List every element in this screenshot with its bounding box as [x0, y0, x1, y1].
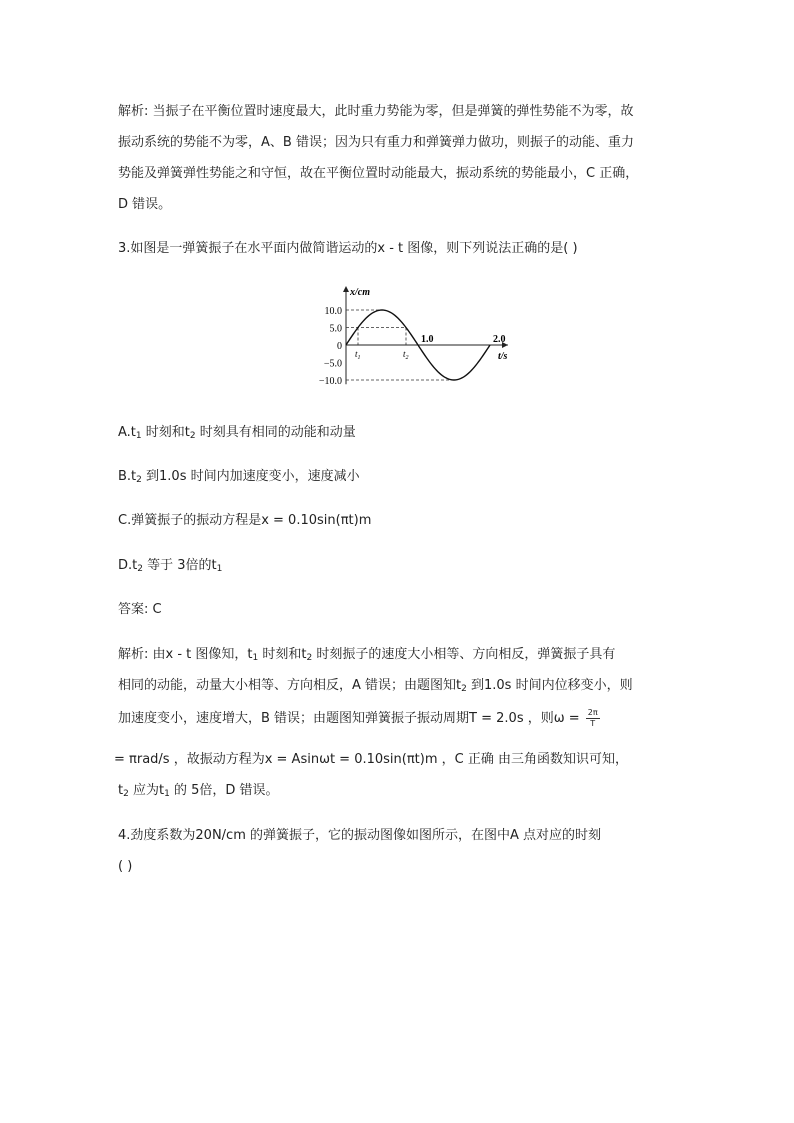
- analysis-text: t: [118, 783, 124, 798]
- analysis1-line4: D 错误。: [118, 197, 172, 212]
- subscript: 2: [123, 789, 129, 799]
- time-marker-subscript: 2: [405, 355, 409, 361]
- fraction-numerator: 2π: [587, 708, 598, 717]
- y-tick-label: 0: [337, 341, 342, 352]
- x-axis-arrow: [343, 286, 349, 292]
- fraction-denominator: T: [590, 719, 596, 728]
- analysis-text: 到1.0s 时间内位移变小，则: [466, 678, 633, 693]
- time-marker-label: $t_2$: [402, 349, 409, 361]
- analysis3-line2: [118, 677, 633, 698]
- option-d: [118, 557, 222, 578]
- subscript: 1: [216, 564, 223, 574]
- answer: 答案: C: [118, 602, 162, 617]
- x-tick-label: 1.0: [421, 334, 434, 345]
- fraction: [586, 708, 600, 729]
- analysis1-line1: 解析: 当振子在平衡位置时速度最大，此时重力势能为零，但是弹簧的弹性势能不为零，故: [118, 104, 634, 119]
- analysis-text: 相同的动能，动量大小相等、方向相反，A 错误；由题图知t: [118, 678, 462, 693]
- y-axis-label: x/cm: [350, 287, 370, 298]
- question4-line2: ( ): [118, 859, 133, 874]
- option-a-text: 时刻具有相同的动能和动量: [195, 425, 356, 440]
- subscript: 2: [306, 653, 313, 663]
- subscript: 1: [252, 653, 259, 663]
- option-a: [118, 424, 356, 445]
- analysis3-line5: [118, 782, 279, 803]
- x-axis-label: t/s: [498, 351, 508, 362]
- option-d-text: D.t: [118, 558, 138, 573]
- analysis1-line3: 势能及弹簧弹性势能之和守恒，故在平衡位置时动能最大，振动系统的势能最小，C 正确，: [118, 166, 639, 181]
- analysis-text: 加速度变小，速度增大，B 错误；由题图知弹簧振子振动周期T = 2.0s ，则ω =: [118, 711, 584, 726]
- analysis-text: 时刻和t: [258, 647, 307, 662]
- subscript: 2: [461, 684, 467, 694]
- option-c: C.弹簧振子的振动方程是x = 0.10sin(πt)m: [118, 513, 372, 528]
- analysis-text: 时刻振子的速度大小相等、方向相反，弹簧振子具有: [312, 647, 616, 662]
- question3-stem: 3.如图是一弹簧振子在水平面内做简谐运动的x - t 图像，则下列说法正确的是( ): [118, 241, 578, 256]
- x-tick-label: 2.0: [493, 334, 506, 345]
- subscript: 2: [137, 564, 143, 574]
- analysis-text: 应为t: [128, 783, 165, 798]
- analysis1-line2: 振动系统的势能不为零，A、B 错误；因为只有重力和弹簧弹力做功，则振子的动能、重力: [118, 135, 634, 150]
- option-b-text: B.t: [118, 469, 137, 484]
- y-tick-label: −10.0: [318, 376, 342, 387]
- option-a-text: A.t: [118, 425, 136, 440]
- option-d-text: 等于 3倍的t: [142, 558, 217, 573]
- xt-graph: [300, 282, 508, 390]
- analysis3-line4: = πrad/s ，故振动方程为x = Asinωt = 0.10sin(πt)m ，C 正确 由三角函数知识可知，: [114, 752, 628, 767]
- y-tick-label: 5.0: [329, 323, 342, 335]
- analysis-text: 解析: 由x - t 图像知，t: [118, 647, 253, 662]
- subscript: 1: [164, 789, 170, 799]
- subscript: 2: [189, 431, 196, 441]
- option-b: [118, 468, 360, 489]
- analysis3-line3: [118, 708, 602, 729]
- y-tick-label: 10.0: [324, 306, 342, 317]
- subscript: 1: [135, 431, 142, 441]
- analysis3-line1: [118, 646, 615, 667]
- question4-line1: 4.劲度系数为20N/cm 的弹簧振子，它的振动图像如图所示，在图中A 点对应的时刻: [118, 828, 602, 843]
- subscript: 2: [136, 475, 142, 485]
- option-b-text: 到1.0s 时间内加速度变小，速度减小: [141, 469, 360, 484]
- y-tick-label: −5.0: [323, 358, 342, 370]
- time-marker-subscript: 1: [357, 355, 361, 361]
- time-marker-label: $t_1$: [355, 349, 361, 361]
- option-a-text: 时刻和t: [141, 425, 190, 440]
- analysis-text: 的 5倍，D 错误。: [169, 783, 279, 798]
